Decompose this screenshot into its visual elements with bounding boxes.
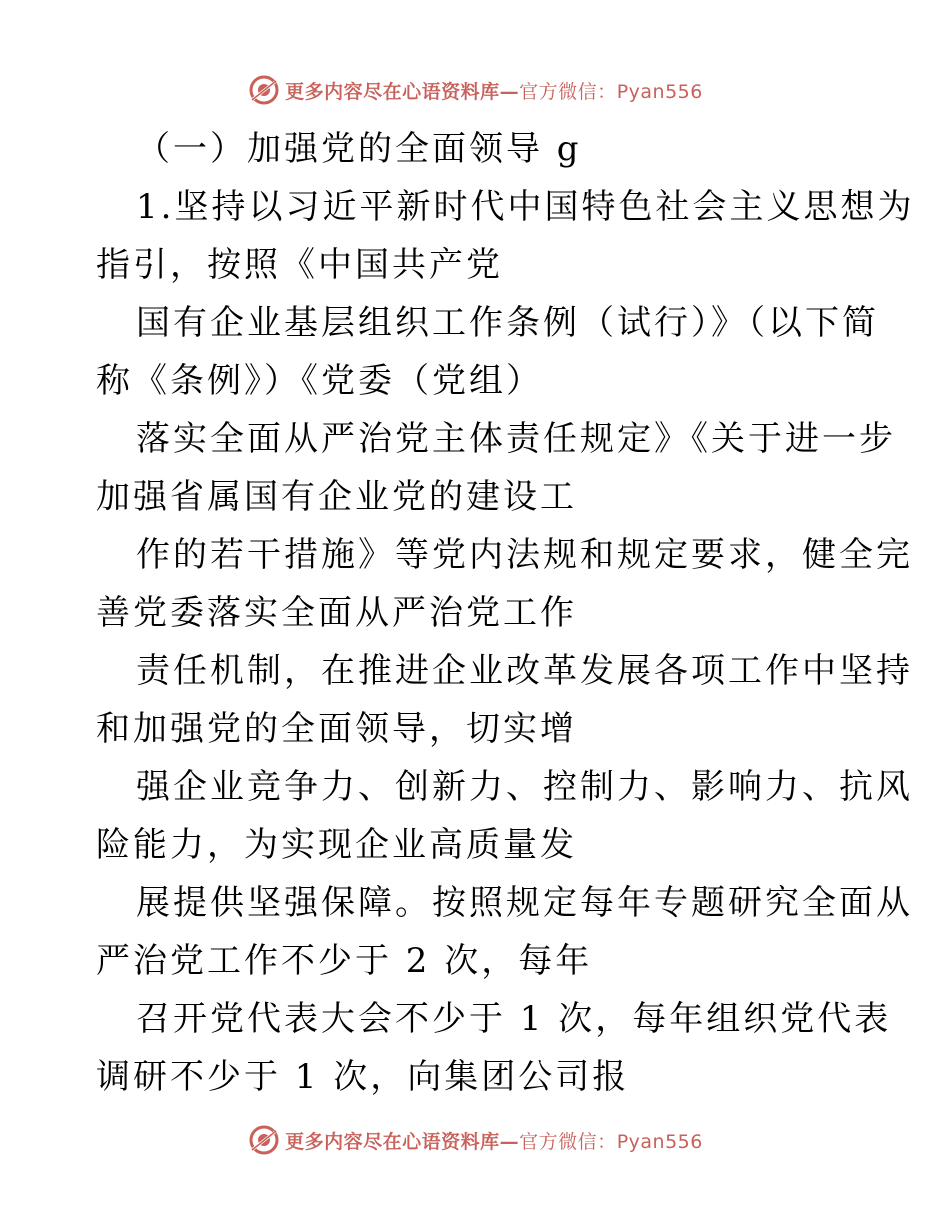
text-line: 险能力，为实现企业高质量发 — [96, 825, 577, 865]
section-heading: （一）加强党的全面领导 g — [136, 129, 582, 169]
watermark-text: 更多内容尽在心语资料库—官方微信：Pyan556 — [285, 1130, 703, 1153]
text-line: 国有企业基层组织工作条例（试行）》（以下简 — [136, 303, 879, 343]
text-line: 责任机制，在推进企业改革发展各项工作中坚持 — [136, 651, 913, 691]
text-line: 召开党代表大会不少于 1 次，每年组织党代表 — [136, 999, 892, 1039]
text-line: 展提供坚强保障。按照规定每年专题研究全面从 — [136, 883, 913, 923]
lightning-stamp-icon — [247, 73, 281, 107]
text-line: 加强省属国有企业党的建设工 — [96, 477, 577, 517]
header-watermark — [0, 70, 950, 110]
text-line: 强企业竞争力、创新力、控制力、影响力、抗风 — [136, 767, 913, 807]
text-line: 落实全面从严治党主体责任规定》《关于进一步 — [136, 419, 896, 459]
watermark-text: 更多内容尽在心语资料库—官方微信：Pyan556 — [285, 80, 703, 103]
document-body — [96, 120, 915, 1106]
text-line: 和加强党的全面领导，切实增 — [96, 709, 577, 749]
text-line: 调研不少于 1 次，向集团公司报 — [96, 1057, 630, 1097]
text-line: 1.坚持以习近平新时代中国特色社会主义思想为 — [136, 187, 915, 227]
lightning-stamp-icon — [247, 1123, 281, 1157]
text-line: 作的若干措施》等党内法规和规定要求，健全完 — [136, 535, 913, 575]
text-line: 指引，按照《中国共产党 — [96, 245, 503, 285]
text-line: 善党委落实全面从严治党工作 — [96, 593, 577, 633]
text-line: 称《条例》）《党委（党组） — [96, 361, 543, 401]
footer-watermark — [0, 1120, 950, 1160]
text-line: 严治党工作不少于 2 次，每年 — [96, 941, 593, 981]
